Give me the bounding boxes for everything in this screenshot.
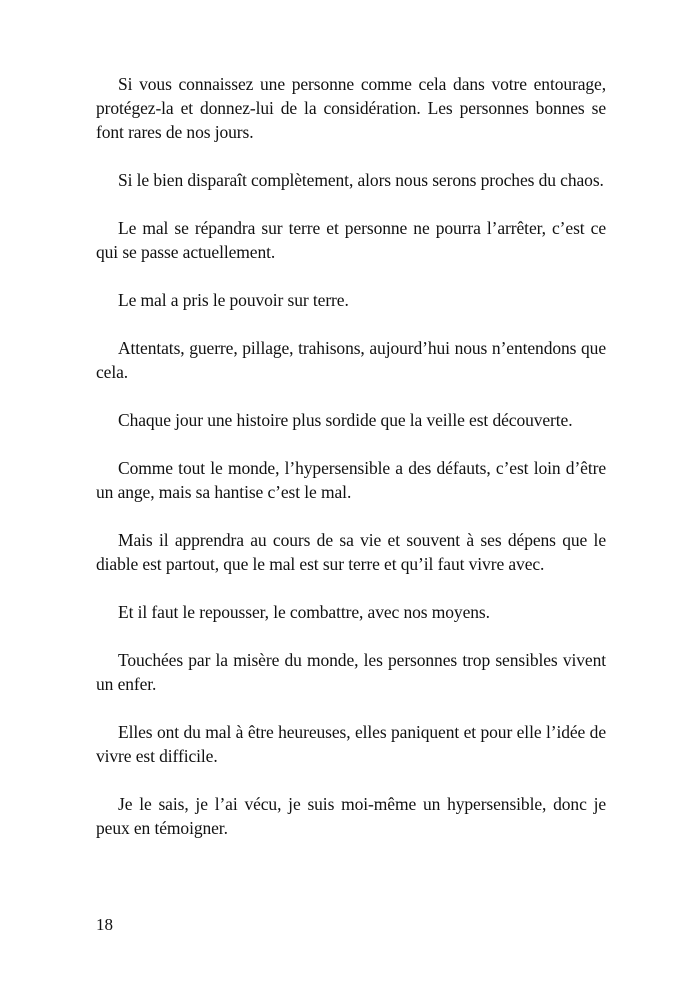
paragraph-10: Touchées par la misère du monde, les personnes trop sensibles vivent un enfer. bbox=[96, 650, 606, 694]
paragraph-7: Comme tout le monde, l’hypersensible a des défauts, c’est loin d’être un ange, mais sa hantise c’est le mal. bbox=[96, 458, 606, 502]
paragraph-4: Le mal a pris le pouvoir sur terre. bbox=[118, 290, 349, 310]
paragraph-9: Et il faut le repousser, le combattre, avec nos moyens. bbox=[118, 602, 490, 622]
paragraph-6: Chaque jour une histoire plus sordide que la veille est découverte. bbox=[118, 410, 573, 430]
paragraph-5: Attentats, guerre, pillage, trahisons, aujourd’hui nous n’entendons que cela. bbox=[96, 338, 606, 382]
paragraph-2: Si le bien disparaît complètement, alors nous serons proches du chaos. bbox=[118, 170, 604, 190]
paragraph-12: Je le sais, je l’ai vécu, je suis moi-même un hypersensible, donc je peux en témoigner. bbox=[96, 794, 606, 838]
paragraph-3: Le mal se répandra sur terre et personne ne pourra l’arrêter, c’est ce qui se passe actuellement. bbox=[96, 218, 606, 262]
body-text bbox=[96, 72, 606, 864]
page-number: 18 bbox=[96, 915, 113, 934]
paragraph-1: Si vous connaissez une personne comme cela dans votre entourage, protégez-la et donnez-lui de la considération. Les personnes bonnes se font rares de nos jours. bbox=[96, 74, 606, 142]
paragraph-11: Elles ont du mal à être heureuses, elles paniquent et pour elle l’idée de vivre est difficile. bbox=[96, 722, 606, 766]
paragraph-8: Mais il apprendra au cours de sa vie et souvent à ses dépens que le diable est partout, que le mal est sur terre et qu’il faut vivre avec. bbox=[96, 530, 606, 574]
